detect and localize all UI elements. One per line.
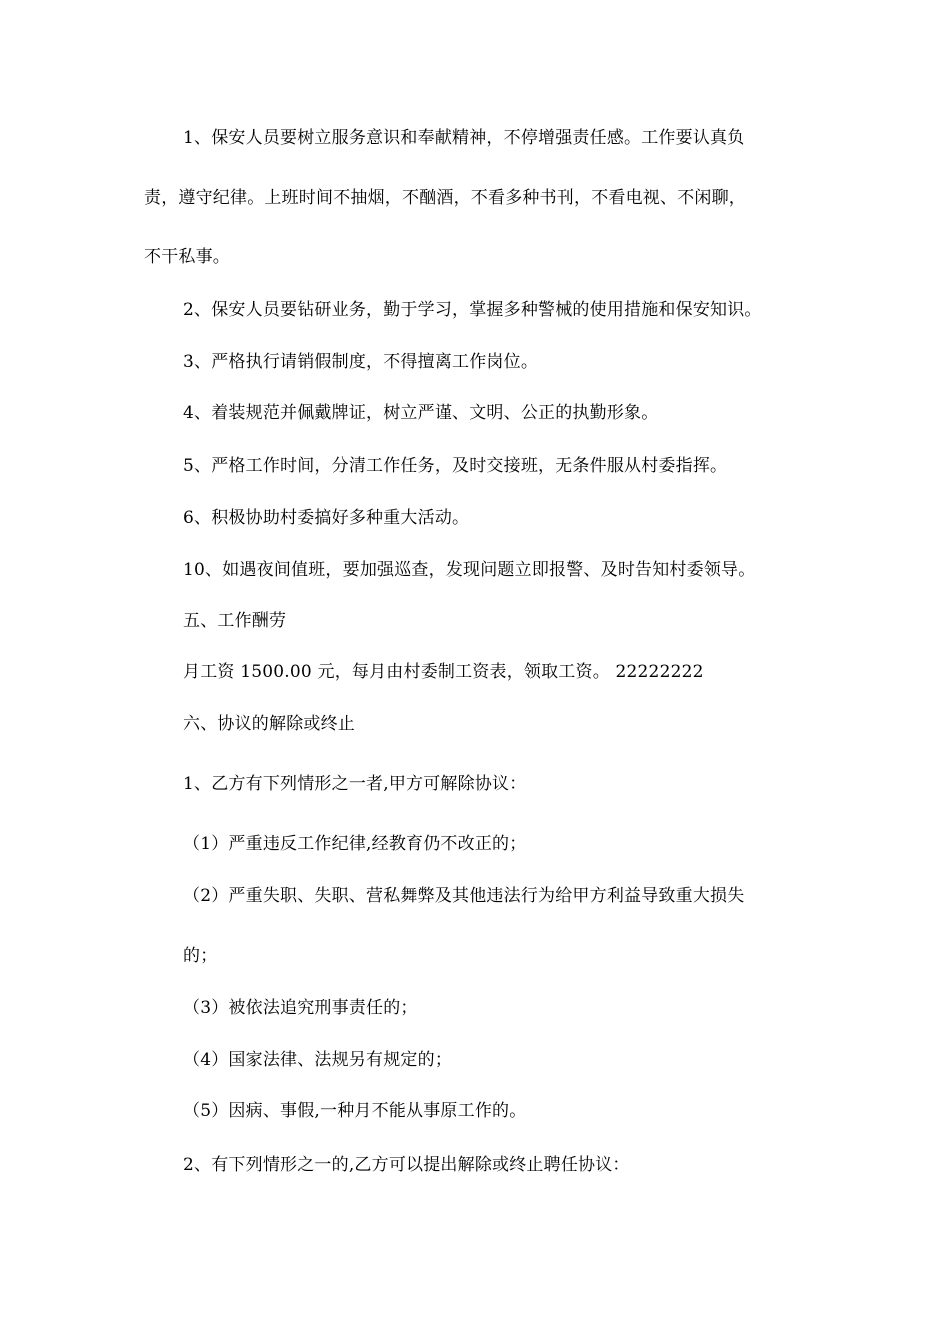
section-heading: 六、协议的解除或终止 [183,714,355,734]
paragraph-line: 2、有下列情形之一的,乙方可以提出解除或终止聘任协议： [183,1155,630,1175]
paragraph-line: 不干私事。 [144,247,230,267]
paragraph-line: 1、乙方有下列情形之一者,甲方可解除协议： [183,774,527,794]
paragraph-line: 4、着装规范并佩戴牌证，树立严谨、文明、公正的执勤形象。 [183,403,659,423]
paragraph-line: 责，遵守纪律。上班时间不抽烟，不酗酒，不看多种书刊，不看电视、不闲聊， [144,188,746,208]
list-item: （5）因病、事假,一种月不能从事原工作的。 [183,1101,527,1121]
list-item: （2）严重失职、失职、营私舞弊及其他违法行为给甲方利益导致重大损失 [183,886,745,906]
paragraph-line: 2、保安人员要钻研业务，勤于学习，掌握多种警械的使用措施和保安知识。 [183,300,762,320]
list-item: （1）严重违反工作纪律,经教育仍不改正的； [183,834,527,854]
list-item: （4）国家法律、法规另有规定的； [183,1050,453,1070]
paragraph-line: 1、保安人员要树立服务意识和奉献精神，不停增强责任感。工作要认真负 [183,128,745,148]
list-item: （3）被依法追究刑事责任的； [183,998,418,1018]
paragraph-line: 月工资 1500.00 元，每月由村委制工资表，领取工资。 22222222 [183,662,704,682]
paragraph-line: 6、积极协助村委搞好多种重大活动。 [183,508,470,528]
section-heading: 五、工作酬劳 [183,611,287,631]
paragraph-line: 5、严格工作时间，分清工作任务，及时交接班，无条件服从村委指挥。 [183,456,728,476]
paragraph-line: 3、严格执行请销假制度，不得擅离工作岗位。 [183,352,539,372]
paragraph-line: 10、如遇夜间值班，要加强巡查，发现问题立即报警、及时告知村委领导。 [183,560,756,580]
list-item: 的； [183,946,218,966]
